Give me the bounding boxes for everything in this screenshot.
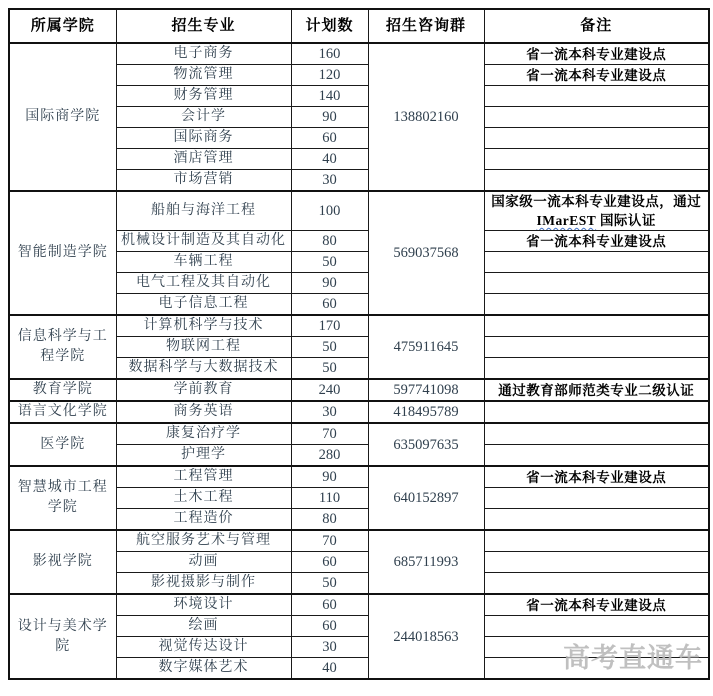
plan-count-cell: 60 <box>291 594 368 616</box>
major-cell: 绘画 <box>116 616 291 637</box>
consult-group-cell: 685711993 <box>368 530 484 594</box>
plan-count-cell: 140 <box>291 86 368 107</box>
college-cell: 语言文化学院 <box>9 401 116 423</box>
plan-count-cell: 50 <box>291 573 368 595</box>
major-cell: 电子商务 <box>116 43 291 65</box>
major-cell: 船舶与海洋工程 <box>116 191 291 231</box>
remark-cell: 省一流本科专业建设点 <box>484 231 709 252</box>
table-row <box>9 466 709 488</box>
major-cell: 数字媒体艺术 <box>116 658 291 680</box>
consult-group-cell: 569037568 <box>368 191 484 315</box>
major-cell: 计算机科学与技术 <box>116 315 291 337</box>
consult-group-cell: 244018563 <box>368 594 484 679</box>
major-cell: 电子信息工程 <box>116 294 291 316</box>
admission-plan-table <box>8 8 710 680</box>
major-cell: 学前教育 <box>116 379 291 401</box>
remark-cell <box>484 445 709 467</box>
college-cell: 信息科学与工程学院 <box>9 315 116 379</box>
header-plan-count: 计划数 <box>291 9 368 43</box>
remark-cell <box>484 252 709 273</box>
major-cell: 护理学 <box>116 445 291 467</box>
major-cell: 影视摄影与制作 <box>116 573 291 595</box>
remark-cell <box>484 552 709 573</box>
plan-count-cell: 60 <box>291 128 368 149</box>
remark-cell: 省一流本科专业建设点 <box>484 594 709 616</box>
major-cell: 工程造价 <box>116 509 291 531</box>
remark-cell <box>484 530 709 552</box>
consult-group-cell: 475911645 <box>368 315 484 379</box>
plan-count-cell: 90 <box>291 466 368 488</box>
major-cell: 酒店管理 <box>116 149 291 170</box>
remark-cell <box>484 509 709 531</box>
remark-cell <box>484 294 709 316</box>
major-cell: 视觉传达设计 <box>116 637 291 658</box>
consult-group-cell: 418495789 <box>368 401 484 423</box>
major-cell: 工程管理 <box>116 466 291 488</box>
remark-cell <box>484 273 709 294</box>
remark-cell: 省一流本科专业建设点 <box>484 65 709 86</box>
plan-count-cell: 30 <box>291 401 368 423</box>
remark-cell <box>484 337 709 358</box>
plan-count-cell: 80 <box>291 231 368 252</box>
plan-count-cell: 160 <box>291 43 368 65</box>
consult-group-cell: 640152897 <box>368 466 484 530</box>
table-row <box>9 43 709 65</box>
college-cell: 设计与美术学院 <box>9 594 116 679</box>
college-cell: 教育学院 <box>9 379 116 401</box>
plan-count-cell: 50 <box>291 252 368 273</box>
remark-cell <box>484 616 709 637</box>
plan-count-cell: 60 <box>291 552 368 573</box>
plan-count-cell: 90 <box>291 273 368 294</box>
major-cell: 数据科学与大数据技术 <box>116 358 291 380</box>
major-cell: 环境设计 <box>116 594 291 616</box>
consult-group-cell: 635097635 <box>368 423 484 466</box>
remark-cell: 省一流本科专业建设点 <box>484 43 709 65</box>
major-cell: 航空服务艺术与管理 <box>116 530 291 552</box>
table-body <box>9 43 709 679</box>
watermark-gaokao-zhitongche: 高考直通车 <box>563 643 703 673</box>
table-row <box>9 315 709 337</box>
table-row <box>9 423 709 445</box>
remark-cell <box>484 128 709 149</box>
major-cell: 电气工程及其自动化 <box>116 273 291 294</box>
plan-count-cell: 60 <box>291 616 368 637</box>
plan-count-cell: 70 <box>291 423 368 445</box>
plan-count-cell: 120 <box>291 65 368 86</box>
major-cell: 动画 <box>116 552 291 573</box>
college-cell: 智能制造学院 <box>9 191 116 315</box>
major-cell: 财务管理 <box>116 86 291 107</box>
table-row <box>9 379 709 401</box>
plan-count-cell: 40 <box>291 149 368 170</box>
plan-count-cell: 50 <box>291 358 368 380</box>
remark-cell <box>484 488 709 509</box>
remark-cell: 通过教育部师范类专业二级认证 <box>484 379 709 401</box>
major-cell: 国际商务 <box>116 128 291 149</box>
major-cell: 土木工程 <box>116 488 291 509</box>
remark-cell: 国家级一流本科专业建设点，通过 IMarEST 国际认证 <box>484 191 709 231</box>
plan-count-cell: 280 <box>291 445 368 467</box>
college-cell: 医学院 <box>9 423 116 466</box>
college-cell: 智慧城市工程学院 <box>9 466 116 530</box>
remark-cell <box>484 86 709 107</box>
header-row <box>9 9 709 43</box>
major-cell: 康复治疗学 <box>116 423 291 445</box>
plan-count-cell: 40 <box>291 658 368 680</box>
plan-count-cell: 30 <box>291 637 368 658</box>
remark-cell <box>484 401 709 423</box>
table-row <box>9 401 709 423</box>
plan-count-cell: 30 <box>291 170 368 192</box>
consult-group-cell: 138802160 <box>368 43 484 191</box>
major-cell: 物流管理 <box>116 65 291 86</box>
major-cell: 车辆工程 <box>116 252 291 273</box>
plan-count-cell: 70 <box>291 530 368 552</box>
plan-count-cell: 100 <box>291 191 368 231</box>
plan-count-cell: 170 <box>291 315 368 337</box>
remark-cell <box>484 107 709 128</box>
table-row <box>9 530 709 552</box>
consult-group-cell: 597741098 <box>368 379 484 401</box>
header-remark: 备注 <box>484 9 709 43</box>
remark-cell <box>484 149 709 170</box>
plan-count-cell: 110 <box>291 488 368 509</box>
major-cell: 物联网工程 <box>116 337 291 358</box>
remark-cell <box>484 315 709 337</box>
header-major: 招生专业 <box>116 9 291 43</box>
major-cell: 机械设计制造及其自动化 <box>116 231 291 252</box>
plan-count-cell: 90 <box>291 107 368 128</box>
remark-cell <box>484 170 709 192</box>
remark-cell <box>484 573 709 595</box>
table-row <box>9 594 709 616</box>
header-college: 所属学院 <box>9 9 116 43</box>
plan-count-cell: 240 <box>291 379 368 401</box>
remark-cell: 省一流本科专业建设点 <box>484 466 709 488</box>
remark-cell <box>484 358 709 380</box>
header-consult-group: 招生咨询群 <box>368 9 484 43</box>
major-cell: 商务英语 <box>116 401 291 423</box>
remark-cell <box>484 637 709 658</box>
college-cell: 国际商学院 <box>9 43 116 191</box>
college-cell: 影视学院 <box>9 530 116 594</box>
major-cell: 会计学 <box>116 107 291 128</box>
remark-cell <box>484 658 709 680</box>
plan-count-cell: 60 <box>291 294 368 316</box>
major-cell: 市场营销 <box>116 170 291 192</box>
certification-name: IMarEST <box>536 213 597 228</box>
table-row <box>9 191 709 231</box>
remark-cell <box>484 423 709 445</box>
plan-count-cell: 50 <box>291 337 368 358</box>
plan-count-cell: 80 <box>291 509 368 531</box>
